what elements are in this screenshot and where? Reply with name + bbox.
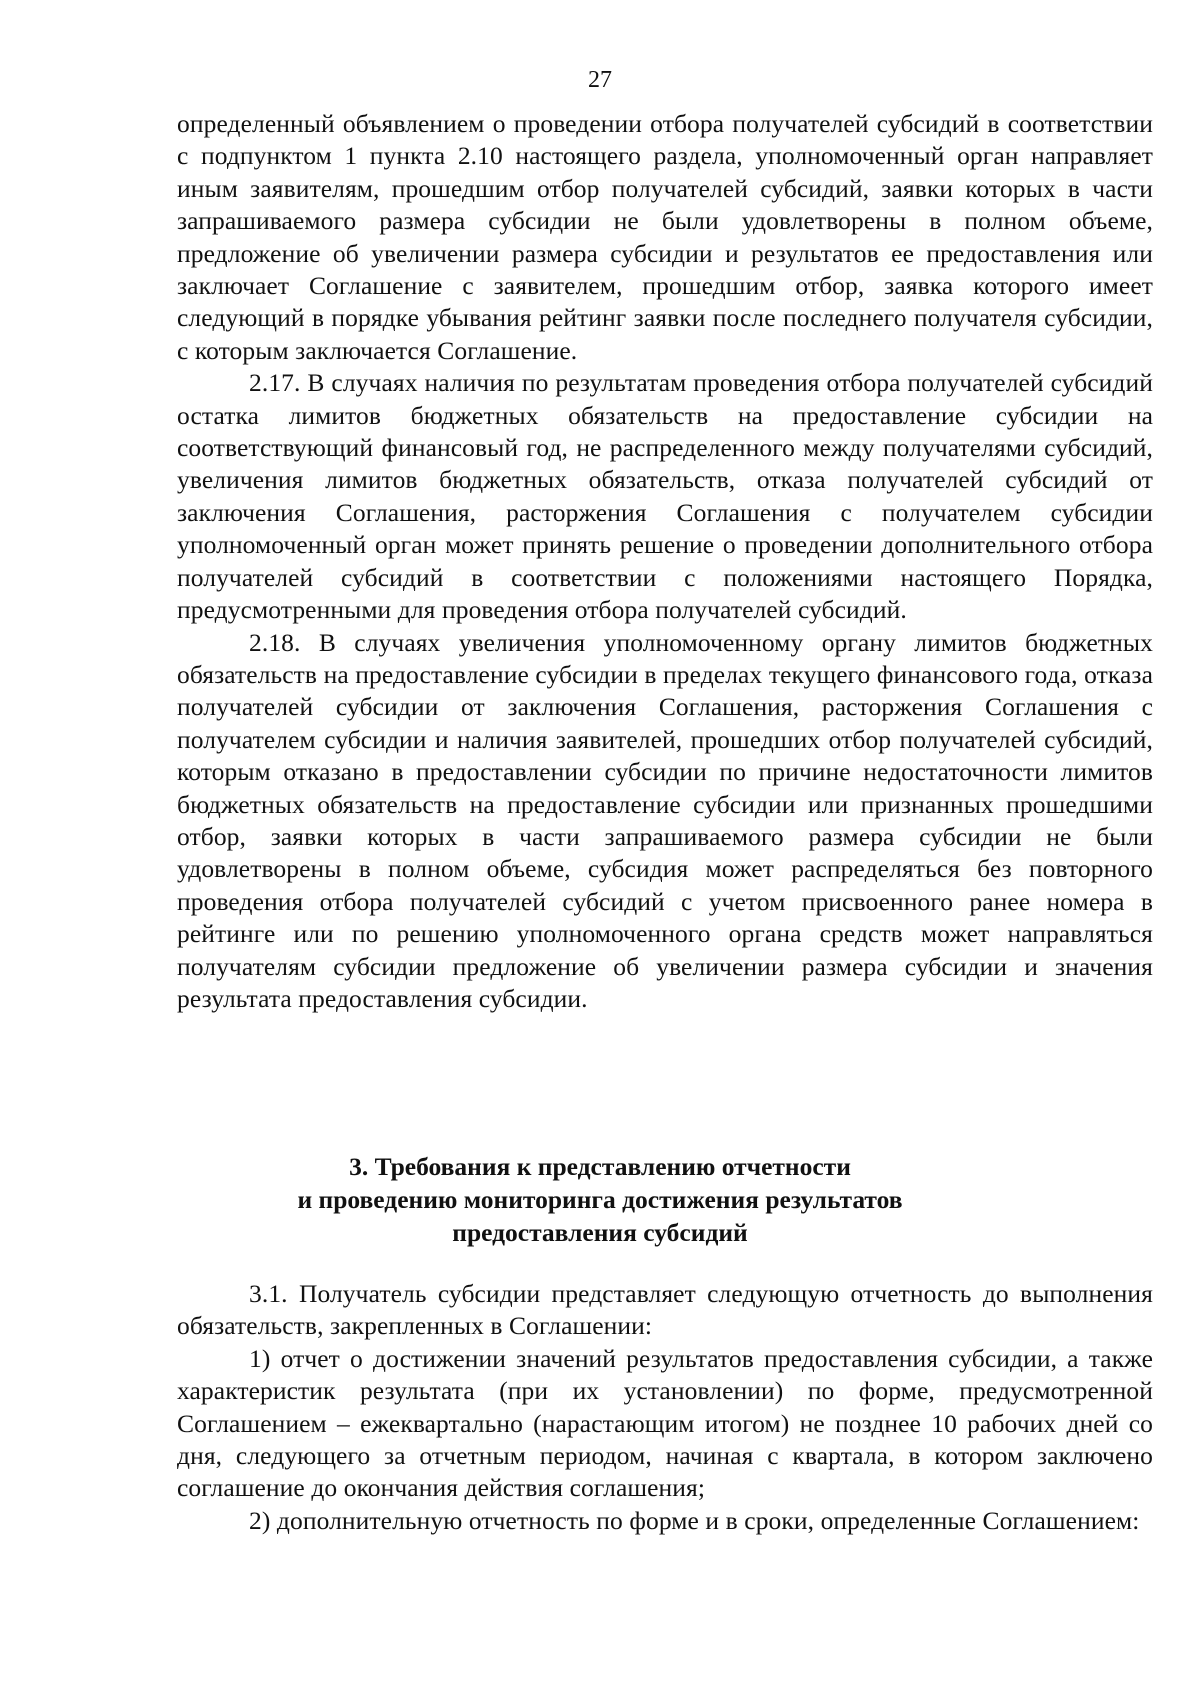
section-3-heading [0,1150,1200,1249]
section-3-body [177,1278,1153,1537]
page-number: 27 [588,67,612,93]
body-text-upper [177,108,1153,1015]
section-heading-line-3: предоставления субсидий [452,1218,748,1247]
paragraph-3-1-item-1: 1) отчет о достижении значений результатов предоставления субсидии, а также характеристик результата (при их установлении) по форме, предусмотренной Соглашением – ежеквартально (нарастающим итогом) не позднее 10 рабочих дней со дня, следующего за отчетным периодом, начиная с квартала, в котором заключено соглашение до окончания действия соглашения; [177,1343,1153,1503]
section-heading-line-2: и проведению мониторинга достижения результатов [297,1185,903,1214]
paragraph-continuation: определенный объявлением о проведении отбора получателей субсидий в соответствии с подпунктом 1 пункта 2.10 настоящего раздела, уполномоченный орган направляет иным заявителям, прошедшим отбор получателей субсидий, заявки которых в части запрашиваемого размера субсидии не были удовлетворены в полном объеме, предложение об увеличении размера субсидии и результатов ее предоставления или заключает Соглашение с заявителем, прошедшим отбор, заявка которого имеет следующий в порядке убывания рейтинг заявки после последнего получателя субсидии, с которым заключается Соглашение. [177,109,1153,365]
paragraph-3-1-item-2: 2) дополнительную отчетность по форме и в сроки, определенные Соглашением: [249,1505,1140,1535]
section-heading-line-1: 3. Требования к представлению отчетности [349,1152,851,1181]
paragraph-3-1: 3.1. Получатель субсидии представляет следующую отчетность до выполнения обязательств, закрепленных в Соглашении: [177,1279,1153,1341]
paragraph-2-18: 2.18. В случаях увеличения уполномоченному органу лимитов бюджетных обязательств на предоставление субсидии в пределах текущего финансового года, отказа получателей субсидии от заключения Соглашения, расторжения Соглашения с получателем субсидии и наличия заявителей, прошедших отбор получателей субсидий, которым отказано в предоставлении субсидии по причине недостаточности лимитов бюджетных обязательств на предоставление субсидии или признанных прошедшими отбор, заявки которых в части запрашиваемого размера субсидии не были удовлетворены в полном объеме, субсидия может распределяться без повторного проведения отбора получателей субсидий с учетом присвоенного ранее номера в рейтинге или по решению уполномоченного органа средств может направляться получателям субсидии предложение об увеличении размера субсидии и значения результата предоставления субсидии. [177,627,1153,1013]
paragraph-2-17: 2.17. В случаях наличия по результатам проведения отбора получателей субсидий остатка лимитов бюджетных обязательств на предоставление субсидии на соответствующий финансовый год, не распределенного между получателями субсидий, увеличения лимитов бюджетных обязательств, отказа получателей субсидий от заключения Соглашения, расторжения Соглашения с получателем субсидии уполномоченный орган может принять решение о проведении дополнительного отбора получателей субсидий в соответствии с положениями настоящего Порядка, предусмотренными для проведения отбора получателей субсидий. [177,368,1153,625]
